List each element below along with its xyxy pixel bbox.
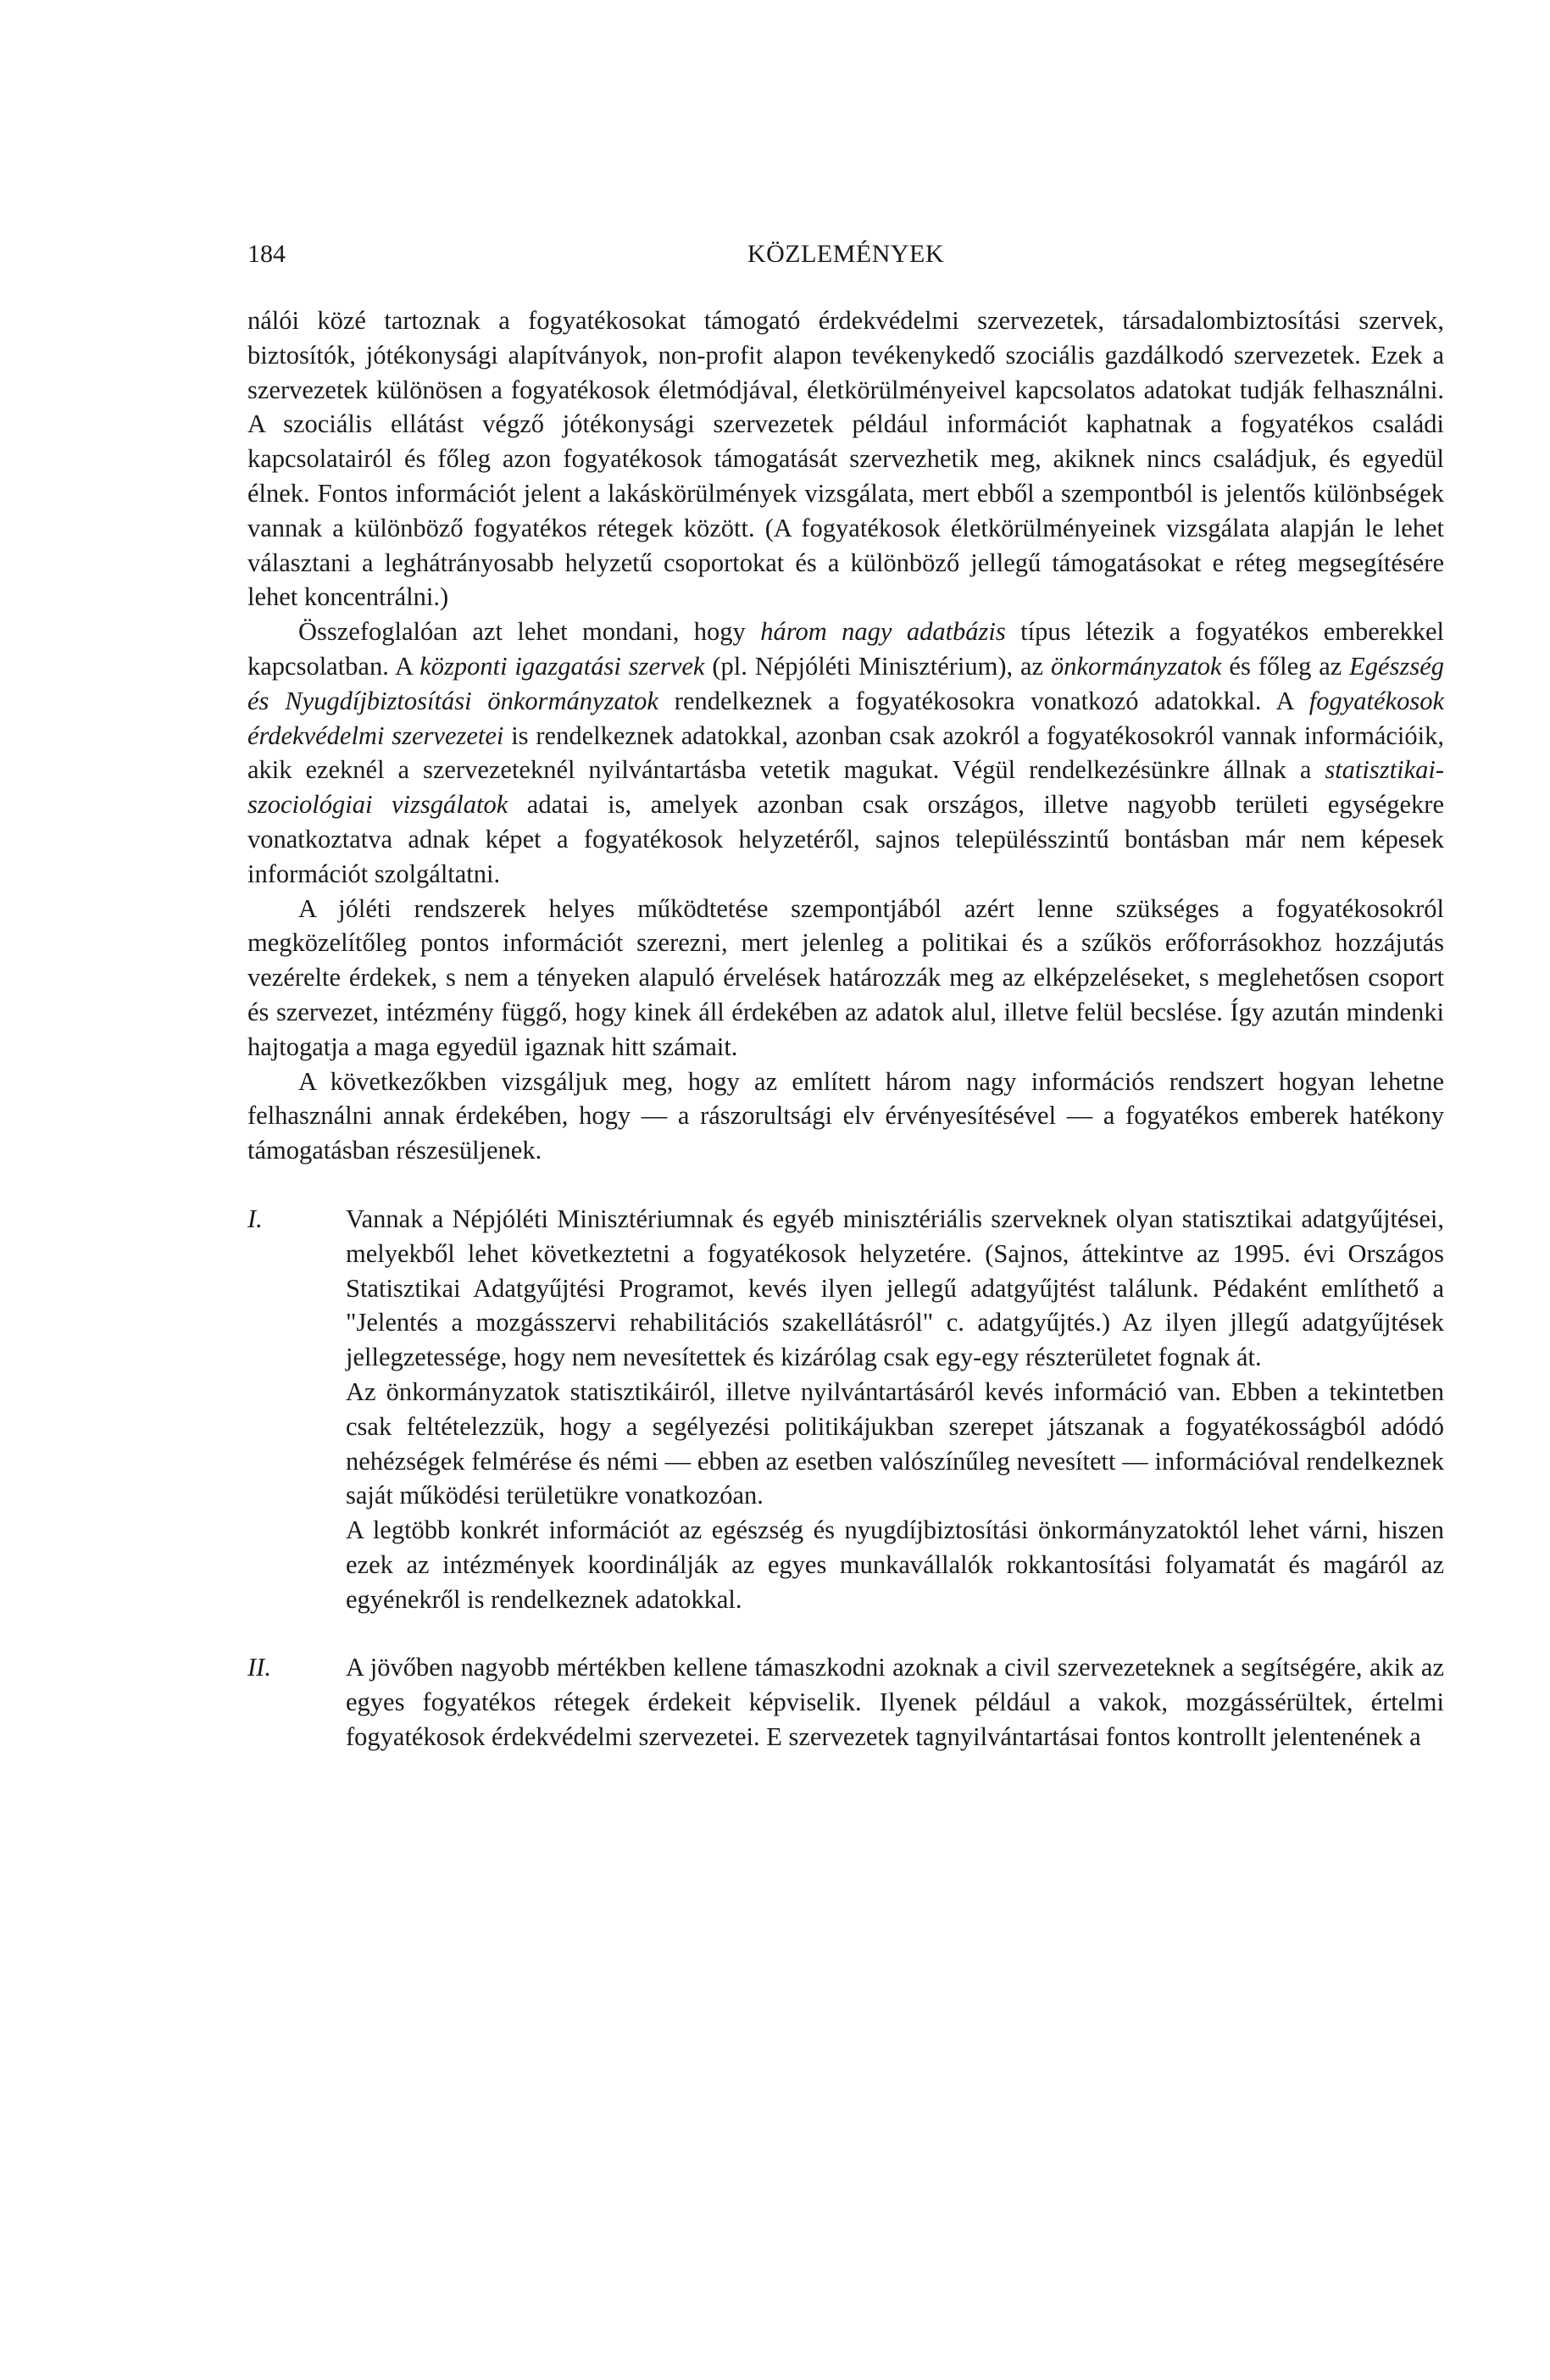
paragraph <box>247 303 1444 614</box>
text-run: rendelkeznek a fogyatékosokra vonatkozó adatokkal. A <box>658 686 1309 715</box>
section-paragraph: A jövőben nagyobb mértékben kellene támaszkodni azoknak a civil szervezeteknek a segítségére, akik az egyes fogyatékos rétegek érdekeit képviselik. Ilyenek például a vakok, mozgássérültek, értelmi fogyatékosok érdekvédelmi szervezetei. E szervezetek tagnyilvántartásai fontos kontrollt jelentenének a <box>346 1653 1444 1752</box>
italic-term: fogyatékosok érdekvédelmi szervezetei <box>247 686 1444 750</box>
section-paragraph: Az önkormányzatok statisztikáiról, illetve nyilvántartásáról kevés információ van. Ebben a tekintetben csak feltételezzük, hogy a segélyezési politikájukban szerepet játszanak a fogyatékosságból adódó nehézségek felmérése és némi — ebben az esetben valószínűleg nevesített — információval rendelkeznek saját működési területükre vonatkozóan. <box>346 1376 1444 1510</box>
italic-term: statisztikai-szociológiai vizsgálatok <box>247 755 1444 820</box>
text-run: A jóléti rendszerek helyes működtetése szempontjából azért lenne szükséges a fogyatékosokról megközelítőleg pontos információt szerezni, mert jelenleg a politikai és a szűkös erőforrásokhoz hozzájutás vezérelte érdekek, s nem a tényeken alapuló érvelések határozzák meg az elképzeléseket, s meglehetősen csoport és szervezet, intézmény függő, hogy kinek áll érdekében az adatok alul, illetve felül becslése. Így azután mindenki hajtogatja a maga egyedül igaznak hitt számait. <box>247 893 1444 1061</box>
italic-term: önkormányzatok <box>1050 651 1222 681</box>
text-run: típus létezik a fogyatékos emberekkel kapcsolatban. A <box>247 617 1444 681</box>
section-number: II. <box>247 1653 271 1682</box>
section-paragraph: A legtöbb konkrét információt az egészség és nyugdíjbiztosítási önkormányzatoktól lehet várni, hiszen ezek az intézmények koordinálják az egyes munkavállalók rokkantosítási folyamatát és magáról az egyénekről is rendelkeznek adatokkal. <box>346 1515 1444 1614</box>
section-2 <box>247 1650 1444 1754</box>
italic-term: Egészség és Nyugdíjbiztosítási önkormányzatok <box>247 651 1444 715</box>
body-text <box>247 303 1444 1754</box>
section-paragraph: Vannak a Népjóléti Minisztériumnak és egyéb minisztériális szerveknek olyan statisztikai adatgyűjtései, melyekből lehet következtetni a fogyatékosok helyzetére. (Sajnos, áttekintve az 1995. évi Országos Statisztikai Adatgyűjtési Programot, kevés ilyen jellegű adatgyűjtést találunk. Pédaként említhető a "Jelentés a mozgásszervi rehabilitációs szakellátásról" c. adatgyűjtés.) Az ilyen jllegű adatgyűjtések jellegzetessége, hogy nem nevesítettek és kizárólag csak egy-egy részterületet fognak át. <box>346 1204 1444 1372</box>
text-run: is rendelkeznek adatokkal, azonban csak azokról a fogyatékosokról vannak információik, akik ezeknél a szervezeteknél nyilvántartásba vetetik magukat. Végül rendelkezésünkre állnak a <box>247 720 1444 785</box>
text-run: A következőkben vizsgáljuk meg, hogy az említett három nagy információs rendszert hogyan lehetne felhasználni annak érdekében, hogy — a rászorultsági elv érvényesítésével — a fogyatékos emberek hatékony támogatásban részesüljenek. <box>247 1066 1444 1165</box>
paragraph <box>247 1065 1444 1168</box>
page-number: 184 <box>247 240 286 268</box>
section-body <box>346 1650 1444 1754</box>
running-title: KÖZLEMÉNYEK <box>747 240 945 268</box>
section-1 <box>247 1202 1444 1617</box>
text-run: (pl. Népjóléti Minisztérium), az <box>704 651 1051 681</box>
paragraph <box>247 892 1444 1065</box>
paragraph <box>247 614 1444 891</box>
text-run: nálói közé tartoznak a fogyatékosokat támogató érdekvédelmi szervezetek, társadalombiztosítási szervek, biztosítók, jótékonysági alapítványok, non-profit alapon tevékenykedő szociális gazdálkodó szervezetek. Ezek a szervezetek különösen a fogyatékosok életmódjával, életkörülményeivel kapcsolatos adatokat tudják felhasználni. A szociális ellátást végző jótékonysági szervezetek például információt kaphatnak a fogyatékos családi kapcsolatairól és főleg azon fogyatékosok támogatását szervezhetik meg, akiknek nincs családjuk, és egyedül élnek. Fontos információt jelent a lakáskörülmények vizsgálata, mert ebből a szempontból is jelentős különbségek vannak a különböző fogyatékos rétegek között. (A fogyatékosok életkörülményeinek vizsgálata alapján le lehet választani a leghátrányosabb helyzetű csoportokat és a különböző jellegű támogatásokat e réteg megsegítésére lehet koncentrálni.) <box>247 306 1444 612</box>
text-run: és főleg az <box>1221 651 1350 681</box>
page-header <box>247 240 1444 277</box>
italic-term: három nagy adatbázis <box>760 617 1006 647</box>
main-paragraphs <box>247 303 1444 1168</box>
text-run: Összefoglalóan azt lehet mondani, hogy <box>298 617 761 647</box>
numbered-sections <box>247 1202 1444 1754</box>
section-body <box>346 1202 1444 1617</box>
section-number: I. <box>247 1204 263 1233</box>
italic-term: központi igazgatási szervek <box>419 651 705 681</box>
text-run: adatai is, amelyek azonban csak országos, illetve nagyobb területi egységekre vonatkoztatva adnak képet a fogyatékosok helyzetéről, sajnos településszintű bontásban már nem képesek információt szolgáltatni. <box>247 790 1444 888</box>
